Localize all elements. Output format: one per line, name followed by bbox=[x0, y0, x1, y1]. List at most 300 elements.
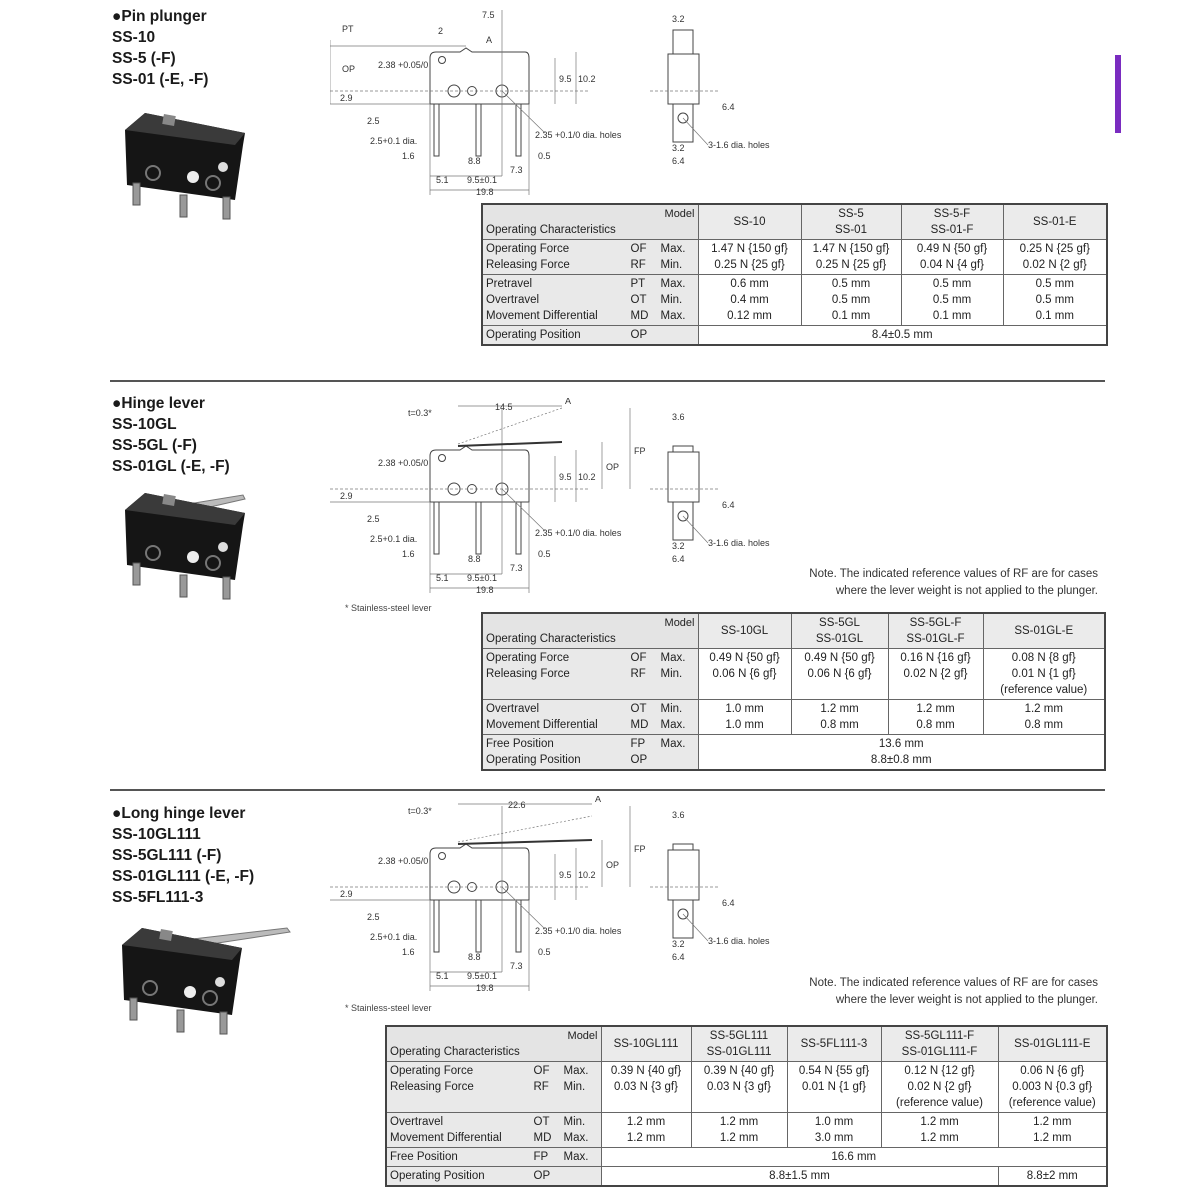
terminal bbox=[220, 1012, 227, 1034]
header-corner bbox=[386, 1026, 601, 1062]
terminal-outline bbox=[516, 502, 521, 554]
dimension-label-s64b: 6.4 bbox=[672, 952, 685, 962]
model-label: Model bbox=[664, 617, 695, 629]
switch-outline bbox=[430, 844, 529, 900]
characteristic-abbr: OT bbox=[630, 294, 647, 306]
dimension-label-h102: 10.2 bbox=[578, 74, 596, 84]
dimension-label-d16: 1.6 bbox=[402, 151, 415, 161]
dimension-label-holes: 2.35 +0.1/0 dia. holes bbox=[535, 926, 622, 936]
value-cell bbox=[998, 1062, 1107, 1113]
lever-outline bbox=[458, 840, 592, 844]
characteristic-labels bbox=[482, 326, 698, 346]
model-label: Model bbox=[567, 1030, 598, 1042]
model-name: SS-10 bbox=[733, 216, 766, 228]
dimension-label-d2: 2 bbox=[438, 26, 444, 36]
dimension-label-s64: 6.4 bbox=[722, 102, 735, 112]
characteristic-labels bbox=[386, 1062, 601, 1113]
model-name: SS-5FL111-3 bbox=[112, 889, 204, 906]
dimension-label-s32top: 3.6 bbox=[672, 810, 685, 820]
value-line: 13.6 mm bbox=[878, 738, 924, 750]
characteristic-name: Movement Differential bbox=[486, 719, 598, 731]
model-header bbox=[787, 1026, 881, 1062]
value-line: 1.47 N {150 gf} bbox=[711, 243, 788, 255]
value-line: 1.2 mm bbox=[920, 1116, 959, 1128]
characteristic-abbr: OF bbox=[630, 652, 647, 664]
table-row-group bbox=[386, 1062, 1107, 1113]
spec-table-hinge-lever bbox=[481, 612, 1106, 771]
value-line: 8.8±0.8 mm bbox=[870, 754, 932, 766]
spec-table-pin-plunger bbox=[481, 203, 1108, 346]
dimension-label-pt: PT bbox=[342, 24, 354, 34]
value-cell bbox=[698, 649, 791, 700]
characteristic-labels bbox=[482, 700, 698, 735]
dimension-label-s32top: 3.6 bbox=[672, 412, 685, 422]
value-cell bbox=[881, 1062, 998, 1113]
value-cell bbox=[601, 1113, 691, 1148]
value-cell bbox=[601, 1167, 998, 1187]
value-cell bbox=[601, 1062, 691, 1113]
dimension-label-d16: 1.6 bbox=[402, 549, 415, 559]
value-line: 0.02 N {2 gf} bbox=[907, 1081, 972, 1093]
characteristic-name: Overtravel bbox=[390, 1116, 444, 1128]
dimension-label-w25: 2.5 bbox=[367, 116, 380, 126]
model-header bbox=[1003, 204, 1107, 240]
switch-photo-long-hinge-lever bbox=[112, 920, 292, 1045]
dimension-label-s32top: 3.2 bbox=[672, 14, 685, 24]
dimension-drawing-pin-plunger bbox=[330, 0, 800, 200]
dimension-label-opr: OP bbox=[606, 860, 620, 870]
value-cell bbox=[691, 1113, 787, 1148]
model-header bbox=[791, 613, 888, 649]
value-cell bbox=[881, 1113, 998, 1148]
characteristic-name: Pretravel bbox=[486, 278, 533, 290]
section-divider bbox=[110, 380, 1105, 382]
value-line: 1.2 mm bbox=[719, 1132, 759, 1144]
characteristic-labels bbox=[482, 649, 698, 700]
value-line: 0.25 N {25 gf} bbox=[815, 259, 887, 271]
dimension-label-h95: 9.5 bbox=[559, 870, 572, 880]
dimension-label-d16: 1.6 bbox=[402, 947, 415, 957]
dimension-label-d05: 0.5 bbox=[538, 947, 551, 957]
terminal bbox=[223, 577, 230, 599]
model-name: SS-01GL111 bbox=[706, 1046, 772, 1058]
characteristic-name: Free Position bbox=[390, 1151, 458, 1163]
value-line: 0.5 mm bbox=[1035, 294, 1074, 306]
value-line: 0.12 N {12 gf} bbox=[904, 1065, 975, 1077]
section-title-long-hinge-lever bbox=[112, 803, 254, 908]
dimension-label-fp: FP bbox=[634, 844, 646, 854]
side-view-body bbox=[668, 452, 699, 502]
dimension-label-dia25: 2.5+0.1 dia. bbox=[370, 136, 418, 146]
value-cell bbox=[983, 649, 1105, 700]
value-cell bbox=[698, 700, 791, 735]
dimension-label-dia25: 2.5+0.1 dia. bbox=[370, 932, 418, 942]
value-line: 1.2 mm bbox=[626, 1116, 666, 1128]
dimension-label-opr: OP bbox=[606, 462, 620, 472]
value-line: 0.12 mm bbox=[727, 310, 772, 322]
characteristic-name: Operating Position bbox=[390, 1170, 485, 1182]
value-line: 0.6 mm bbox=[730, 278, 769, 290]
terminal-outline bbox=[434, 900, 439, 952]
dimension-label-d05: 0.5 bbox=[538, 151, 551, 161]
value-line: 0.5 mm bbox=[932, 294, 972, 306]
value-cell bbox=[787, 1113, 881, 1148]
value-cell bbox=[983, 700, 1105, 735]
value-cell bbox=[1003, 240, 1107, 275]
dimension-label-holes: 2.35 +0.1/0 dia. holes bbox=[535, 528, 622, 538]
value-line: (reference value) bbox=[1008, 1097, 1096, 1109]
dimension-label-s32: 3.2 bbox=[672, 939, 685, 949]
value-cell bbox=[998, 1113, 1107, 1148]
model-name: SS-10GL111 bbox=[112, 826, 201, 843]
model-header bbox=[698, 204, 801, 240]
dimension-label-d88: 8.8 bbox=[468, 554, 481, 564]
dimension-label-s32: 3.2 bbox=[672, 143, 685, 153]
model-name: SS-01GL111-F bbox=[901, 1046, 978, 1058]
characteristic-limit: Max. bbox=[563, 1065, 589, 1077]
characteristic-abbr: MD bbox=[630, 310, 649, 322]
lever-outline bbox=[458, 442, 562, 446]
characteristics-label: Operating Characteristics bbox=[486, 633, 616, 645]
model-name: SS-01GL (-E, -F) bbox=[112, 458, 230, 475]
characteristic-abbr: OP bbox=[630, 754, 648, 766]
value-line: 0.8 mm bbox=[820, 719, 859, 731]
value-line: 0.54 N {55 gf} bbox=[798, 1065, 870, 1077]
value-line: 1.2 mm bbox=[1033, 1132, 1072, 1144]
characteristic-name: Operating Force bbox=[486, 243, 570, 255]
dimension-label-d88: 8.8 bbox=[468, 952, 481, 962]
characteristic-limit: Min. bbox=[660, 703, 683, 715]
value-line: 3.0 mm bbox=[814, 1132, 854, 1144]
characteristic-limit bbox=[661, 327, 695, 343]
dimension-label-d238: 2.38 +0.05/0 bbox=[378, 60, 429, 70]
terminal bbox=[180, 575, 187, 597]
value-line: 16.6 mm bbox=[831, 1151, 877, 1163]
dimension-label-d51: 5.1 bbox=[436, 175, 449, 185]
characteristic-limit: Max. bbox=[660, 719, 686, 731]
switch-outline bbox=[430, 48, 529, 104]
value-line: 0.25 N {25 gf} bbox=[1019, 243, 1090, 255]
value-cell bbox=[801, 240, 901, 275]
side-view-body bbox=[668, 850, 699, 900]
value-cell bbox=[787, 1062, 881, 1113]
value-cell bbox=[698, 326, 1107, 346]
footnote: * Stainless-steel lever bbox=[345, 603, 432, 613]
dimension-label-w29: 2.9 bbox=[340, 889, 353, 899]
characteristic-name: Operating Force bbox=[486, 652, 570, 664]
table-row-group bbox=[482, 700, 1105, 735]
characteristic-name: Free Position bbox=[486, 738, 554, 750]
section-title-pin-plunger bbox=[112, 6, 208, 90]
dimension-label-a: A bbox=[595, 796, 602, 804]
value-line: 0.25 N {25 gf} bbox=[714, 259, 785, 271]
model-header bbox=[691, 1026, 787, 1062]
terminal bbox=[180, 195, 187, 217]
value-line: 0.01 N {1 gf} bbox=[1011, 668, 1076, 680]
dimension-label-d73: 7.3 bbox=[510, 563, 523, 573]
table-header-row bbox=[482, 613, 1105, 649]
value-line: (reference value) bbox=[896, 1097, 983, 1109]
model-name: SS-10GL bbox=[112, 416, 177, 433]
dimension-label-h95: 9.5 bbox=[559, 74, 572, 84]
characteristic-abbr: OT bbox=[533, 1116, 550, 1128]
model-name: SS-01-E bbox=[1033, 216, 1077, 228]
characteristic-limit: Min. bbox=[660, 294, 683, 306]
table-row-group bbox=[386, 1113, 1107, 1148]
value-line: 0.03 N {3 gf} bbox=[707, 1081, 771, 1093]
characteristic-limit bbox=[661, 752, 695, 768]
section-title-hinge-lever bbox=[112, 393, 230, 477]
table-row-group bbox=[482, 275, 1107, 326]
characteristics-label: Operating Characteristics bbox=[486, 224, 616, 236]
table-row-group bbox=[482, 735, 1105, 771]
model-name: SS-01GL111-E bbox=[1014, 1038, 1091, 1050]
dimension-label-opl: OP bbox=[342, 64, 356, 74]
value-cell bbox=[691, 1062, 787, 1113]
characteristic-abbr: MD bbox=[630, 719, 649, 731]
characteristic-abbr: MD bbox=[533, 1132, 552, 1144]
value-line: 0.5 mm bbox=[831, 278, 871, 290]
value-line: 8.8±1.5 mm bbox=[769, 1170, 830, 1182]
characteristic-abbr: PT bbox=[630, 278, 646, 290]
value-line: 0.02 N {2 gf} bbox=[903, 668, 968, 680]
dimension-label-t03: t=0.3* bbox=[408, 408, 432, 418]
dimension-drawing-hinge-lever bbox=[330, 398, 800, 598]
characteristic-abbr: RF bbox=[630, 259, 646, 271]
value-line: 0.02 N {2 gf} bbox=[1022, 259, 1087, 271]
value-line: 0.08 N {8 gf} bbox=[1011, 652, 1076, 664]
characteristic-abbr: RF bbox=[533, 1081, 549, 1093]
note-line: Note. The indicated reference values of RF are for cases bbox=[809, 977, 1098, 989]
value-line: 0.1 mm bbox=[1035, 310, 1074, 322]
characteristic-name: Movement Differential bbox=[390, 1132, 502, 1144]
characteristic-labels bbox=[482, 240, 698, 275]
dimension-label-w29: 2.9 bbox=[340, 491, 353, 501]
characteristic-name: Operating Position bbox=[486, 329, 581, 341]
model-name: SS-5FL111-3 bbox=[800, 1038, 868, 1050]
table-row-group bbox=[386, 1148, 1107, 1167]
value-cell bbox=[791, 649, 888, 700]
value-line: 1.0 mm bbox=[725, 719, 764, 731]
value-line: (reference value) bbox=[1000, 684, 1088, 696]
value-cell bbox=[801, 275, 901, 326]
terminal bbox=[133, 183, 140, 205]
dimension-label-s32: 3.2 bbox=[672, 541, 685, 551]
value-line: 0.49 N {50 gf} bbox=[709, 652, 780, 664]
value-cell bbox=[888, 700, 983, 735]
model-name: SS-01-F bbox=[930, 224, 974, 236]
characteristic-name: Overtravel bbox=[486, 703, 540, 715]
dimension-label-w25: 2.5 bbox=[367, 514, 380, 524]
dimension-label-d238: 2.38 +0.05/0 bbox=[378, 856, 429, 866]
characteristic-limit: Max. bbox=[660, 278, 686, 290]
model-name: SS-5GL111 (-F) bbox=[112, 847, 222, 864]
characteristics-label: Operating Characteristics bbox=[390, 1046, 520, 1058]
footnote: * Stainless-steel lever bbox=[345, 1003, 432, 1013]
model-name: SS-5GL (-F) bbox=[112, 437, 197, 454]
model-name: SS-10 bbox=[112, 29, 156, 46]
value-line: 0.5 mm bbox=[932, 278, 972, 290]
dimension-label-w25: 2.5 bbox=[367, 912, 380, 922]
value-line: 0.39 N {40 gf} bbox=[610, 1065, 682, 1077]
characteristic-abbr: FP bbox=[630, 738, 646, 750]
terminal-outline bbox=[434, 502, 439, 554]
terminal-outline bbox=[476, 104, 481, 156]
characteristic-labels bbox=[386, 1167, 601, 1187]
terminal-outline bbox=[476, 502, 481, 554]
value-line: 0.5 mm bbox=[831, 294, 871, 306]
value-line: 0.5 mm bbox=[1035, 278, 1074, 290]
heading: ●Pin plunger bbox=[112, 8, 207, 25]
value-line: 0.003 N {0.3 gf} bbox=[1012, 1081, 1093, 1093]
characteristic-labels bbox=[386, 1113, 601, 1148]
table-row-group bbox=[386, 1167, 1107, 1187]
dimension-label-d198: 19.8 bbox=[476, 187, 494, 197]
characteristic-limit: Min. bbox=[563, 1116, 586, 1128]
characteristic-name: Operating Force bbox=[390, 1065, 474, 1077]
value-line: 1.2 mm bbox=[1033, 1116, 1072, 1128]
characteristic-abbr: RF bbox=[630, 668, 646, 680]
value-line: 1.2 mm bbox=[626, 1132, 666, 1144]
dimension-label-s64: 6.4 bbox=[722, 500, 735, 510]
switch-photo-hinge-lever bbox=[115, 485, 255, 605]
dimension-label-d95b: 9.5±0.1 bbox=[467, 971, 497, 981]
value-cell bbox=[901, 275, 1003, 326]
dimension-label-d198: 19.8 bbox=[476, 585, 494, 595]
heading: ●Hinge lever bbox=[112, 395, 205, 412]
model-header bbox=[888, 613, 983, 649]
value-line: 0.1 mm bbox=[831, 310, 871, 322]
characteristic-limit: Max. bbox=[660, 310, 686, 322]
value-line: 8.4±0.5 mm bbox=[871, 329, 933, 341]
dimension-label-t03: t=0.3* bbox=[408, 806, 432, 816]
characteristic-name: Releasing Force bbox=[390, 1081, 474, 1093]
side-view-body bbox=[668, 54, 699, 104]
dimension-label-len: 14.5 bbox=[495, 402, 513, 412]
dimension-label-d238: 2.38 +0.05/0 bbox=[378, 458, 429, 468]
dimension-label-s64: 6.4 bbox=[722, 898, 735, 908]
dimension-label-a: A bbox=[565, 398, 572, 406]
terminal-outline bbox=[516, 900, 521, 952]
dimension-label-d73: 7.3 bbox=[510, 961, 523, 971]
dimension-label-d73: 7.3 bbox=[510, 165, 523, 175]
model-name: SS-5GL111-F bbox=[904, 1030, 975, 1042]
heading: ●Long hinge lever bbox=[112, 805, 246, 822]
terminal bbox=[133, 563, 140, 585]
model-header bbox=[881, 1026, 998, 1062]
characteristic-abbr: OT bbox=[630, 703, 647, 715]
dimension-label-sholes: 3-1.6 dia. holes bbox=[708, 538, 770, 548]
model-name: SS-5GL-F bbox=[909, 617, 962, 629]
characteristic-abbr: OF bbox=[533, 1065, 550, 1077]
note-line: where the lever weight is not applied to the plunger. bbox=[835, 994, 1098, 1006]
value-cell bbox=[901, 240, 1003, 275]
value-cell bbox=[888, 649, 983, 700]
characteristic-limit: Min. bbox=[660, 668, 683, 680]
characteristic-limit: Max. bbox=[660, 738, 686, 750]
dimension-label-len: 22.6 bbox=[508, 800, 526, 810]
value-line: 1.2 mm bbox=[820, 703, 859, 715]
characteristic-name: Movement Differential bbox=[486, 310, 598, 322]
value-line: 1.0 mm bbox=[725, 703, 764, 715]
dimension-label-s64b: 6.4 bbox=[672, 156, 685, 166]
characteristic-labels bbox=[482, 275, 698, 326]
terminal-outline bbox=[516, 104, 521, 156]
characteristic-name: Operating Position bbox=[486, 754, 581, 766]
characteristic-limit bbox=[564, 1168, 598, 1184]
model-header bbox=[983, 613, 1105, 649]
characteristic-name: Overtravel bbox=[486, 294, 540, 306]
value-line: 0.01 N {1 gf} bbox=[802, 1081, 866, 1093]
plunger bbox=[162, 494, 176, 506]
terminal-outline bbox=[434, 104, 439, 156]
value-line: 8.8±2 mm bbox=[1026, 1170, 1078, 1182]
model-name: SS-01GL-F bbox=[906, 633, 965, 645]
value-cell bbox=[791, 700, 888, 735]
value-cell bbox=[698, 240, 801, 275]
value-line: 0.16 N {16 gf} bbox=[900, 652, 971, 664]
characteristic-abbr: OF bbox=[630, 243, 647, 255]
mounting-hole bbox=[448, 881, 460, 893]
terminal bbox=[130, 998, 137, 1020]
value-cell bbox=[698, 735, 1105, 771]
model-name: SS-10GL111 bbox=[613, 1038, 679, 1050]
characteristic-abbr: OP bbox=[533, 1170, 551, 1182]
model-name: SS-5 (-F) bbox=[112, 50, 176, 67]
value-line: 0.1 mm bbox=[932, 310, 972, 322]
value-cell bbox=[998, 1167, 1107, 1187]
value-line: 1.0 mm bbox=[814, 1116, 854, 1128]
header-corner bbox=[482, 613, 698, 649]
terminal bbox=[177, 1010, 184, 1032]
dimension-label-d05: 0.5 bbox=[538, 549, 551, 559]
characteristic-abbr: FP bbox=[533, 1151, 549, 1163]
characteristic-name: Releasing Force bbox=[486, 259, 570, 271]
value-line: 0.8 mm bbox=[1024, 719, 1063, 731]
table-header-row bbox=[482, 204, 1107, 240]
characteristic-abbr: OP bbox=[630, 329, 648, 341]
table-row-group bbox=[482, 326, 1107, 346]
dimension-label-d95b: 9.5±0.1 bbox=[467, 573, 497, 583]
model-name: SS-5GL111 bbox=[709, 1030, 769, 1042]
dimension-label-a: A bbox=[486, 35, 493, 45]
characteristic-name: Releasing Force bbox=[486, 668, 570, 680]
switch-photo-pin-plunger bbox=[115, 105, 255, 225]
value-line: 0.06 N {6 gf} bbox=[1020, 1065, 1085, 1077]
terminal-outline bbox=[476, 900, 481, 952]
value-line: 0.39 N {40 gf} bbox=[703, 1065, 775, 1077]
characteristic-limit: Max. bbox=[660, 652, 686, 664]
dimension-label-dia25: 2.5+0.1 dia. bbox=[370, 534, 418, 544]
dimension-label-d75: 7.5 bbox=[482, 10, 495, 20]
page-edge-marker bbox=[1115, 55, 1121, 133]
model-name: SS-01GL-E bbox=[1014, 625, 1074, 637]
dimension-label-d198: 19.8 bbox=[476, 983, 494, 993]
characteristic-limit: Min. bbox=[563, 1081, 586, 1093]
table-row-group bbox=[482, 240, 1107, 275]
model-header bbox=[698, 613, 791, 649]
switch-outline bbox=[430, 446, 529, 502]
value-line: 0.06 N {6 gf} bbox=[807, 668, 872, 680]
value-cell bbox=[698, 275, 801, 326]
note-line: where the lever weight is not applied to the plunger. bbox=[835, 585, 1098, 597]
value-cell bbox=[601, 1148, 1107, 1167]
dimension-label-sholes: 3-1.6 dia. holes bbox=[708, 140, 770, 150]
value-line: 0.8 mm bbox=[916, 719, 955, 731]
value-line: 1.2 mm bbox=[719, 1116, 759, 1128]
dimension-drawing-long-hinge-lever bbox=[330, 796, 800, 996]
model-name: SS-5-F bbox=[933, 208, 971, 220]
